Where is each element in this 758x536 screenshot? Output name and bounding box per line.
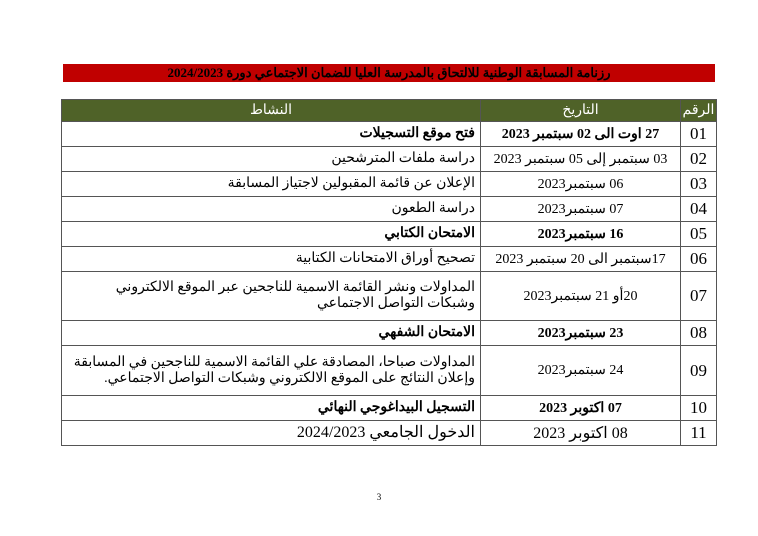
table-row <box>62 247 717 272</box>
header-row <box>62 100 717 122</box>
page-number: 3 <box>376 492 382 502</box>
table-row <box>62 272 717 321</box>
row-date: 03 سبتمبر إلى 05 سبتمبر 2023 <box>481 147 681 172</box>
document-title: رزنامة المسابقة الوطنية للالتحاق بالمدرسة العليا للضمان الاجتماعي دورة 2024/2023 <box>63 64 715 82</box>
table-row <box>62 396 717 421</box>
table-row <box>62 122 717 147</box>
row-date: 07 سبتمبر2023 <box>481 197 681 222</box>
row-activity: دراسة الطعون <box>62 197 481 222</box>
table-row <box>62 197 717 222</box>
table-row <box>62 421 717 446</box>
table-row <box>62 172 717 197</box>
table-row <box>62 321 717 346</box>
row-date: 27 اوت الى 02 سبتمبر 2023 <box>481 122 681 147</box>
header-num: الرقم <box>681 100 717 122</box>
row-activity: دراسة ملفات المترشحين <box>62 147 481 172</box>
row-date: 17سبتمبر الى 20 سبتمبر 2023 <box>481 247 681 272</box>
table-row <box>62 147 717 172</box>
row-date: 20أو 21 سبتمبر2023 <box>481 272 681 321</box>
header-date: التاريخ <box>481 100 681 122</box>
row-number: 09 <box>681 346 717 396</box>
row-date: 16 سبتمبر2023 <box>481 222 681 247</box>
row-activity: التسجيل البيداغوجي النهائي <box>62 396 481 421</box>
row-number: 07 <box>681 272 717 321</box>
row-activity: الامتحان الكتابي <box>62 222 481 247</box>
row-date: 23 سبتمبر2023 <box>481 321 681 346</box>
row-date: 06 سبتمبر2023 <box>481 172 681 197</box>
row-activity: الدخول الجامعي 2024/2023 <box>62 421 481 446</box>
row-number: 11 <box>681 421 717 446</box>
row-number: 06 <box>681 247 717 272</box>
header-activity: النشاط <box>62 100 481 122</box>
row-date: 24 سبتمبر2023 <box>481 346 681 396</box>
table-row <box>62 346 717 396</box>
row-number: 08 <box>681 321 717 346</box>
row-activity: فتح موقع التسجيلات <box>62 122 481 147</box>
row-activity: الإعلان عن قائمة المقبولين لاجتياز المسابقة <box>62 172 481 197</box>
row-activity: الامتحان الشفهي <box>62 321 481 346</box>
row-activity: تصحيح أوراق الامتحانات الكتابية <box>62 247 481 272</box>
row-activity: المداولات صباحا، المصادقة علي القائمة الاسمية للناجحين في المسابقة وإعلان النتائج على الموقع الالكتروني وشبكات التواصل الاجتماعي. <box>62 346 481 396</box>
row-number: 05 <box>681 222 717 247</box>
table-row <box>62 222 717 247</box>
schedule-table <box>61 99 717 446</box>
row-number: 01 <box>681 122 717 147</box>
row-date: 07 اكتوبر 2023 <box>481 396 681 421</box>
row-number: 03 <box>681 172 717 197</box>
row-date: 08 اكتوبر 2023 <box>481 421 681 446</box>
row-activity: المداولات ونشر القائمة الاسمية للناجحين عبر الموقع الالكتروني وشبكات التواصل الاجتماعي <box>62 272 481 321</box>
row-number: 04 <box>681 197 717 222</box>
row-number: 02 <box>681 147 717 172</box>
row-number: 10 <box>681 396 717 421</box>
